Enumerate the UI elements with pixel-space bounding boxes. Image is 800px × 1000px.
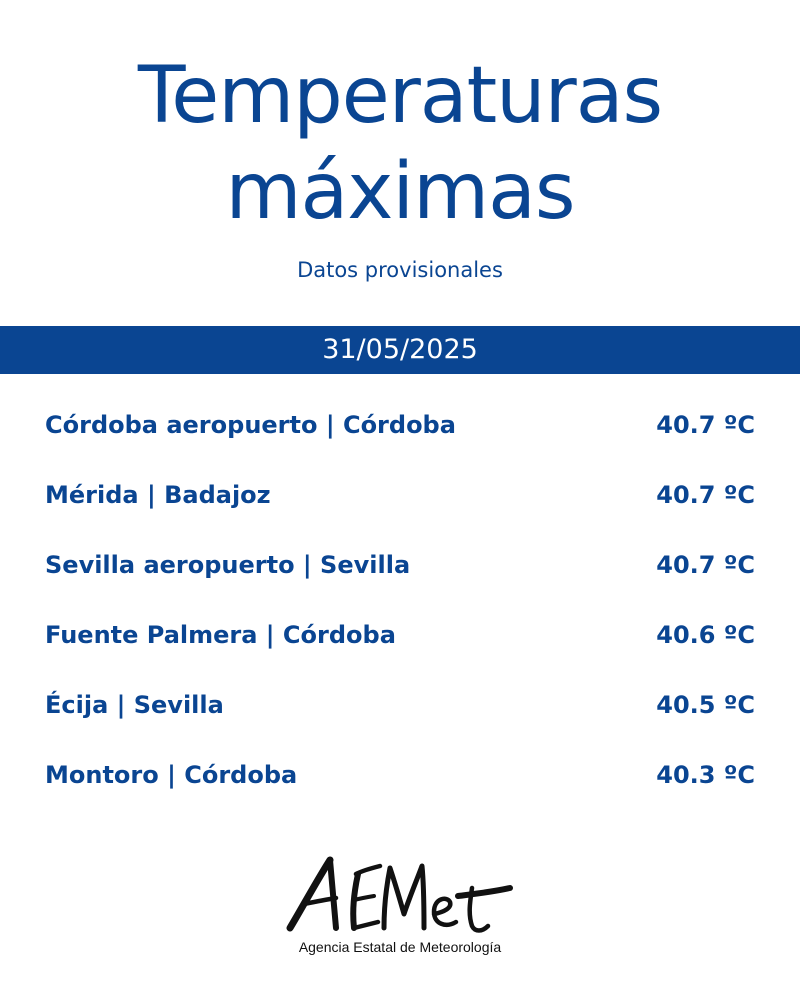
page-title bbox=[0, 48, 800, 240]
station-name: Montoro | Córdoba bbox=[45, 761, 298, 789]
date-banner: 31/05/2025 bbox=[0, 326, 800, 374]
temperature-value: 40.7 ºC bbox=[656, 551, 755, 579]
list-item bbox=[45, 530, 755, 600]
title-line-2: máximas bbox=[225, 147, 575, 237]
station-name: Écija | Sevilla bbox=[45, 691, 224, 719]
list-item bbox=[45, 390, 755, 460]
list-item bbox=[45, 670, 755, 740]
list-item bbox=[45, 460, 755, 530]
station-name: Sevilla aeropuerto | Sevilla bbox=[45, 551, 411, 579]
logo-tagline: Agencia Estatal de Meteorología bbox=[298, 939, 502, 955]
temperature-list bbox=[45, 390, 755, 810]
temperature-value: 40.7 ºC bbox=[656, 411, 755, 439]
list-item bbox=[45, 740, 755, 810]
station-name: Mérida | Badajoz bbox=[45, 481, 271, 509]
list-item bbox=[45, 600, 755, 670]
station-name: Fuente Palmera | Córdoba bbox=[45, 621, 396, 649]
temperature-value: 40.7 ºC bbox=[656, 481, 755, 509]
station-name: Córdoba aeropuerto | Córdoba bbox=[45, 411, 456, 439]
temperature-value: 40.3 ºC bbox=[656, 761, 755, 789]
title-line-1: Temperaturas bbox=[137, 51, 663, 141]
temperature-value: 40.6 ºC bbox=[656, 621, 755, 649]
subtitle: Datos provisionales bbox=[297, 258, 503, 282]
temperature-value: 40.5 ºC bbox=[656, 691, 755, 719]
